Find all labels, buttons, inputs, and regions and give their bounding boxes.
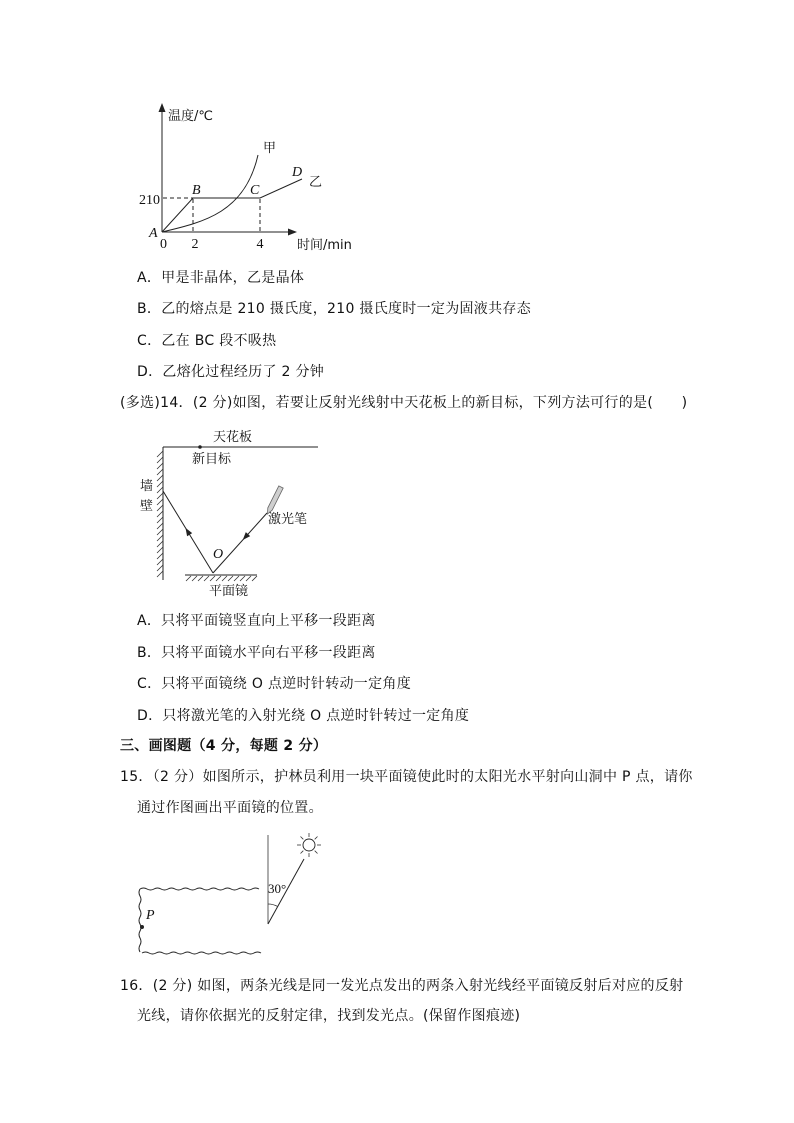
- q16-stem-line-1: 16．(2 分) 如图，两条光线是同一发光点发出的两条入射光线经平面镜反射后对应的反射: [120, 978, 684, 994]
- q14-option-c: C．只将平面镜绕 O 点逆时针转动一定角度: [137, 676, 411, 692]
- y-tick-label: 210: [139, 193, 160, 208]
- temperature-time-graph: [139, 103, 352, 253]
- hatch-mark: [157, 559, 163, 565]
- hatch-mark: [157, 463, 163, 469]
- hatch-mark: [157, 529, 163, 535]
- ceiling-label: 天花板: [213, 430, 253, 445]
- hatch-mark: [157, 541, 163, 547]
- point-label-b: B: [192, 183, 201, 198]
- hatch-mark: [157, 535, 163, 541]
- hatch-mark: [157, 487, 163, 493]
- hatch-mark: [157, 517, 163, 523]
- hatch-mark: [234, 576, 239, 581]
- incident-ray: [213, 513, 267, 573]
- hatch-mark: [252, 576, 257, 581]
- hatch-mark: [240, 576, 245, 581]
- hatch-mark: [198, 576, 203, 581]
- hatch-mark: [157, 451, 163, 457]
- point-label-p: P: [146, 908, 155, 923]
- hatch-mark: [210, 576, 215, 581]
- sun-icon: [297, 833, 321, 857]
- x-tick-label-4: 4: [256, 237, 264, 252]
- hatch-mark: [157, 457, 163, 463]
- cave-sunlight-diagram: [139, 833, 321, 954]
- point-label-c: C: [250, 183, 260, 198]
- origin-label: 0: [160, 237, 167, 252]
- hatch-mark: [186, 576, 191, 581]
- hatch-mark: [157, 547, 163, 553]
- angle-label: 30°: [268, 881, 287, 896]
- laser-pen-icon: [268, 486, 284, 514]
- wall-label-1: 墙: [140, 479, 154, 494]
- q14-option-d: D．只将激光笔的入射光绕 O 点逆时针转过一定角度: [137, 708, 470, 724]
- cave-top-edge: [140, 888, 259, 890]
- hatch-mark: [157, 469, 163, 475]
- hatch-mark: [157, 511, 163, 517]
- hatch-mark: [157, 571, 163, 577]
- point-label-o: O: [213, 547, 224, 562]
- hatch-mark: [157, 505, 163, 511]
- cave-back-wall: [139, 889, 141, 952]
- laser-reflection-diagram: [140, 429, 318, 599]
- reflected-ray-arrow: [186, 528, 193, 536]
- q13-option-c: C．乙在 BC 段不吸热: [137, 333, 277, 349]
- new-target-dot: [198, 445, 202, 449]
- cave-bottom-edge: [142, 952, 261, 954]
- hatch-mark: [157, 499, 163, 505]
- hatch-mark: [246, 576, 251, 581]
- q14-option-b: B．只将平面镜水平向右平移一段距离: [137, 645, 376, 661]
- hatch-mark: [192, 576, 197, 581]
- q13-option-d: D．乙熔化过程经历了 2 分钟: [137, 364, 325, 380]
- curve-jia: [162, 155, 258, 232]
- q15-stem-line-1: 15．（2 分）如图所示，护林员利用一块平面镜使此时的太阳光水平射向山洞中 P 点，请你: [120, 769, 693, 785]
- q16-stem-line-2: 光线，请你依据光的反射定律，找到发光点。(保留作图痕迹): [137, 1008, 521, 1024]
- x-tick-label-2: 2: [191, 237, 199, 252]
- point-label-d: D: [292, 165, 303, 180]
- q13-option-a: A．甲是非晶体，乙是晶体: [137, 270, 305, 286]
- x-axis-label: 时间/min: [297, 238, 352, 253]
- hatch-mark: [228, 576, 233, 581]
- hatch-mark: [216, 576, 221, 581]
- q14-stem: (多选)14．(2 分)如图，若要让反射光线射中天花板上的新目标，下列方法可行的是( ): [120, 395, 688, 411]
- curve-label-jia: 甲: [263, 141, 277, 156]
- hatch-mark: [204, 576, 209, 581]
- laser-pen-label: 激光笔: [268, 512, 308, 527]
- y-axis-label: 温度/℃: [168, 109, 213, 124]
- hatch-mark: [157, 523, 163, 529]
- q14-option-a: A．只将平面镜竖直向上平移一段距离: [137, 613, 376, 629]
- new-target-label: 新目标: [192, 452, 232, 467]
- hatch-mark: [157, 475, 163, 481]
- angle-arc: [268, 904, 278, 907]
- hatch-mark: [157, 565, 163, 571]
- curve-yi: [162, 179, 302, 232]
- y-axis-arrow: [159, 103, 166, 112]
- wall-hatching: [157, 451, 163, 577]
- hatch-mark: [157, 553, 163, 559]
- plane-mirror-label: 平面镜: [209, 584, 249, 599]
- plane-mirror-hatching: [186, 576, 257, 581]
- q13-option-b: B．乙的熔点是 210 摄氏度，210 摄氏度时一定为固液共存态: [137, 301, 531, 317]
- hatch-mark: [222, 576, 227, 581]
- q15-stem-line-2: 通过作图画出平面镜的位置。: [137, 800, 323, 816]
- curve-label-yi: 乙: [309, 175, 323, 190]
- section-heading: 三、画图题（4 分，每题 2 分）: [120, 738, 328, 754]
- wall-label-2: 壁: [140, 499, 154, 514]
- point-label-a: A: [149, 226, 158, 241]
- hatch-mark: [157, 493, 163, 499]
- point-p-dot: [140, 925, 144, 929]
- x-axis-arrow: [288, 229, 297, 236]
- hatch-mark: [157, 481, 163, 487]
